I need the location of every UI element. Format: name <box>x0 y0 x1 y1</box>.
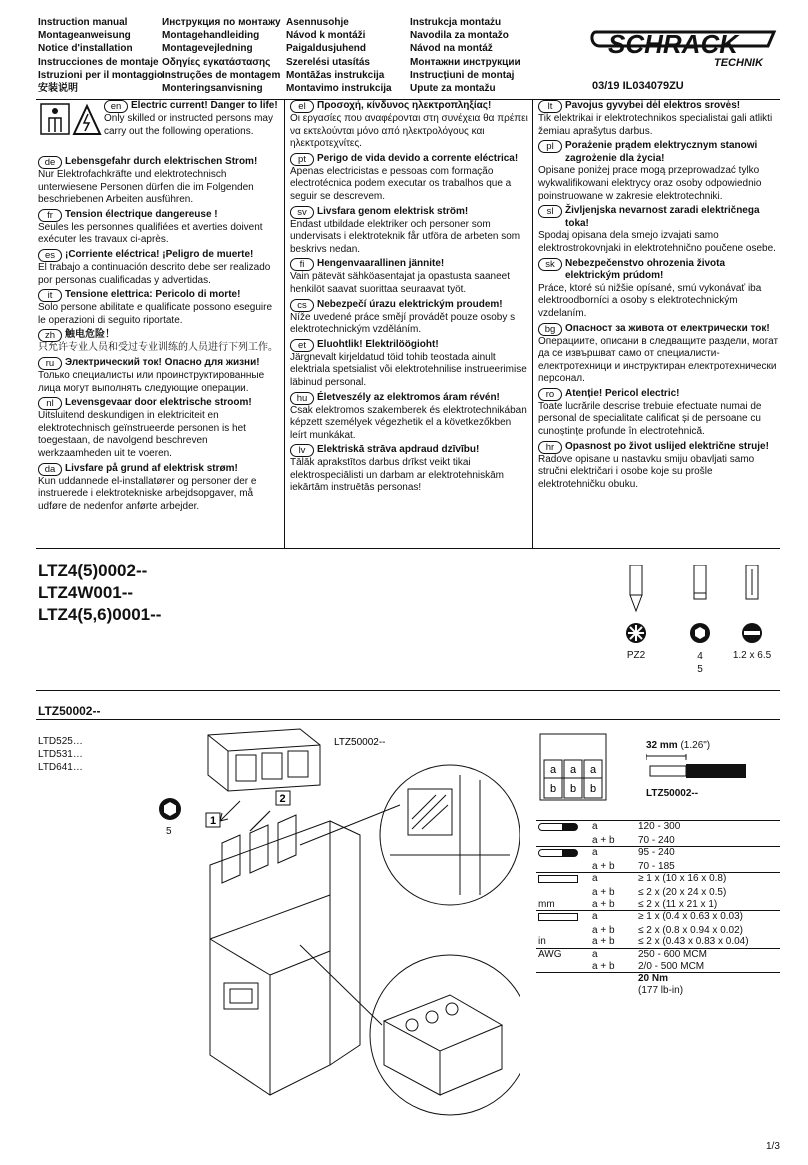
warning-bg <box>538 323 782 386</box>
header-title: Monteringsanvisning <box>162 83 263 95</box>
spec-row <box>536 973 780 985</box>
ltd-list <box>38 735 83 774</box>
spec-value: ≤ 2 x (0.8 x 0.94 x 0.02) <box>638 924 743 936</box>
spec-unit <box>536 821 590 835</box>
header-title: Notice d'installation <box>38 43 133 55</box>
spec-row <box>536 835 780 847</box>
spec-unit <box>536 925 590 937</box>
warning-text: Οι εργασίες που αναφέρονται στη συνέχεια θα πρέπει να εκτελούνται μόνο από ηλεκτρολόγους και ηλεκτροτεχνίτες. <box>290 113 528 150</box>
electric-hazard-icon <box>40 102 102 136</box>
warning-fr <box>38 209 280 247</box>
header-title: Инструкция по монтажу <box>162 17 281 28</box>
warning-text: El trabajo a continuación descrito debe ser realizado por personas cualificadas y advertidas. <box>38 261 271 286</box>
warning-text: Only skilled or instructed persons may carry out the following operations. <box>104 113 273 137</box>
spec-value: 250 - 600 MCM <box>636 948 780 960</box>
svg-text:a: a <box>590 764 597 776</box>
warnings-bottom-rule <box>36 548 780 549</box>
language-tag: lt <box>538 100 562 113</box>
warning-text: Opisane poniżej prace mogą przeprowadzać tylko wykwalifikowani elektrycy oraz osoby odpowiednio poinstruowane w zakresie elektrotechniki. <box>538 165 762 202</box>
spec-row <box>536 821 780 835</box>
spec-condition: a <box>590 948 636 960</box>
warning-title: Porażenie prądem elektrycznym stanowi zagrożenie dla życia! <box>565 140 758 164</box>
warning-lt <box>538 100 782 138</box>
warning-heading <box>38 156 280 169</box>
warning-heading <box>538 323 782 336</box>
warning-el <box>290 100 528 151</box>
ltd-item: LTD531… <box>38 749 83 760</box>
language-tag: sk <box>538 258 562 271</box>
warning-text: Spodaj opisana dela smejo izvajati samo elektrostrokovnjaki in elektrotehnično poučene osebe. <box>538 230 776 254</box>
language-tag: el <box>290 100 314 113</box>
header-title: Návod na montáž <box>410 43 493 55</box>
svg-text:SCHRACK: SCHRACK <box>608 29 738 59</box>
spec-row <box>536 925 780 937</box>
col-divider-2 <box>532 99 533 548</box>
warning-cs <box>290 299 528 337</box>
spec-value: 70 - 240 <box>638 834 675 846</box>
spec-value: ≤ 2 x (20 x 24 x 0.5) <box>638 886 727 898</box>
svg-text:a: a <box>570 764 577 776</box>
spec-condition: a <box>590 911 636 925</box>
warning-it <box>38 289 280 327</box>
spec-value: 70 - 185 <box>638 860 675 872</box>
warning-hr <box>538 441 782 492</box>
warning-title: Nebezpečí úrazu elektrickým proudem! <box>317 298 503 310</box>
warning-title: Življenjska nevarnost zaradi električnega toka! <box>565 205 760 229</box>
warning-nl <box>38 397 280 460</box>
svg-text:b: b <box>550 783 557 795</box>
warning-sl <box>538 205 782 255</box>
wire-ferrule-icon <box>538 823 578 831</box>
spec-unit: in <box>538 936 546 948</box>
spec-condition: a <box>590 873 636 887</box>
warning-title: Tension électrique dangereuse ! <box>65 208 218 220</box>
header-title: Návod k montáži <box>286 30 366 42</box>
warning-pt <box>290 153 528 204</box>
header-title: Instrucțiuni de montaj <box>410 69 515 81</box>
language-tag: pt <box>290 153 314 166</box>
warning-heading <box>290 392 528 405</box>
spec-row <box>536 899 780 911</box>
header-title: 安装说明 <box>38 83 78 95</box>
language-tag: et <box>290 339 314 352</box>
language-tag: hu <box>290 392 314 405</box>
spec-value: 95 - 240 <box>636 847 780 861</box>
svg-text:LTZ50002--: LTZ50002-- <box>334 737 386 748</box>
warning-heading <box>290 258 528 271</box>
warning-text: Seules les personnes qualifiées et averties doivent exécuter les travaux ci-après. <box>38 221 263 246</box>
language-tag: it <box>38 289 62 302</box>
warning-text: Järgnevalt kirjeldatud töid tohib teostada ainult elektriala spetsialist või elektrotehnilise instrueerimise läbinud personal. <box>290 351 527 388</box>
header-title: Οδηγίες εγκατάστασης <box>162 56 271 68</box>
warning-heading <box>104 100 280 113</box>
warning-ru <box>38 357 280 395</box>
tool-label-hex <box>675 650 725 676</box>
warning-title: Lebensgefahr durch elektrischen Strom! <box>65 156 258 167</box>
warning-et <box>290 339 528 390</box>
warning-title: 触电危险！ <box>65 329 115 341</box>
warning-title: Электрический ток! Опасно для жизни! <box>65 356 260 368</box>
warning-title: Perigo de vida devido a corrente eléctrica! <box>317 152 519 164</box>
warning-sv <box>290 206 528 257</box>
warning-heading <box>38 249 280 262</box>
flat-screwdriver-icon <box>742 565 762 645</box>
warning-text: Toate lucrările descrise trebuie efectuate numai de personal de specialitate calificat și de persoane cu cunoștințe profunde în electrotehnică. <box>538 400 762 438</box>
flat-conductor-icon <box>538 875 578 883</box>
strip-length-label: 32 mm (1.26") <box>646 740 711 751</box>
spec-unit <box>536 873 590 887</box>
warning-heading <box>538 388 782 401</box>
spec-row <box>536 948 780 960</box>
warning-heading <box>38 397 280 410</box>
wire-strip-icon <box>646 754 756 780</box>
header-col-2 <box>162 16 281 95</box>
header-title: Upute za montažu <box>410 83 496 95</box>
model-2: LTZ4W001-- <box>38 583 134 602</box>
svg-text:1: 1 <box>210 815 217 827</box>
warning-title: Опасност за живота от електрически ток! <box>565 322 770 334</box>
warning-title: Tensione elettrica: Pericolo di morte! <box>65 289 241 301</box>
header-title: Instrukcja montażu <box>410 17 502 28</box>
warning-text: Uitsluitend deskundigen in elektriciteit en elektrotechnisch geïnstrueerde personen is het toegestaan, de navolgend beschreven werkzaamheden uit te voeren. <box>38 410 246 459</box>
warning-text: Apenas electricistas e pessoas com formação electrotécnica podem executar os trabalhos que a seguir se descrevem. <box>290 165 512 202</box>
spec-value: 120 - 300 <box>636 821 780 835</box>
warning-title: Hengenvaarallinen jännite! <box>317 258 445 270</box>
svg-text:TECHNIK: TECHNIK <box>714 57 763 69</box>
warning-text: Níže uvedené práce smějí provádět pouze osoby s elektrotechnickým vzděláním. <box>290 311 516 336</box>
document-number: 03/19 IL034079ZU <box>592 80 684 92</box>
warning-ro <box>538 388 782 439</box>
spec-row <box>536 985 780 997</box>
warnings-column-1 <box>38 100 280 515</box>
model-3: LTZ4(5,6)0001-- <box>38 605 162 624</box>
warning-heading <box>290 299 528 312</box>
header-title: Montagehandleiding <box>162 30 260 42</box>
warning-heading <box>538 140 782 165</box>
spec-value: (177 lb-in) <box>638 984 684 996</box>
warning-heading <box>38 357 280 370</box>
spec-unit <box>536 861 590 873</box>
header-title: Szerelési utasítás <box>286 56 370 68</box>
warning-text: Nur Elektrofachkräfte und elektrotechnisch unterwiesene Personen dürfen die im Folgenden beschriebenen Arbeiten ausführen. <box>38 169 254 206</box>
header-title: Instruções de montagem <box>162 69 281 81</box>
warning-text: 只允许专业人员和受过专业训练的人员进行下列工作。 <box>38 342 278 354</box>
spec-condition: a + b <box>592 924 615 936</box>
language-tag: ro <box>538 388 562 401</box>
language-tag: fi <box>290 258 314 271</box>
language-tag: sl <box>538 205 562 218</box>
spec-condition: a + b <box>592 886 615 898</box>
language-tag: de <box>38 156 62 169</box>
warning-da <box>38 463 280 514</box>
spec-table <box>536 820 780 996</box>
spec-value: 2/0 - 500 MCM <box>638 960 705 972</box>
warning-text: Solo persone abilitate e qualificate possono eseguire le operazioni di seguito riportate. <box>38 302 273 326</box>
header-col-1 <box>38 16 163 95</box>
language-tag: pl <box>538 140 562 153</box>
warning-heading <box>290 444 528 457</box>
warning-title: Opasnost po život uslijed električne struje! <box>565 440 769 452</box>
language-tag: sv <box>290 206 314 219</box>
spec-row <box>536 936 780 948</box>
warning-heading <box>290 100 528 113</box>
language-tag: fr <box>38 209 62 222</box>
tool-label-flat: 1.2 x 6.5 <box>732 650 772 661</box>
header-title: Montavimo instrukcija <box>286 83 392 95</box>
language-tag: hr <box>538 441 562 454</box>
spec-condition <box>590 973 636 985</box>
spec-row <box>536 911 780 925</box>
warning-title: Nebezpečenstvo ohrozenia života elektrickým prúdom! <box>565 257 726 282</box>
spec-condition: a + b <box>592 898 615 910</box>
section-title-rule <box>36 719 780 720</box>
pozidriv-screwdriver-icon <box>626 565 646 645</box>
spec-row <box>536 861 780 873</box>
warning-heading <box>290 206 528 219</box>
warning-title: Levensgevaar door elektrische stroom! <box>65 397 252 409</box>
svg-text:b: b <box>570 783 577 795</box>
warning-title: Elektriskā strāva apdraud dzīvību! <box>317 444 480 456</box>
spec-row <box>536 873 780 887</box>
terminal-illustration <box>538 732 608 802</box>
warning-heading <box>38 209 280 222</box>
language-tag: da <box>38 463 62 476</box>
warning-text: Kun uddannede el-installatører og personer der e instruerede i elektrotekniske arbejdsopgaver, må udføre de nedenfor anførte arbejder. <box>38 475 257 512</box>
spec-value: ≤ 2 x (11 x 21 x 1) <box>638 898 718 910</box>
warning-es <box>38 249 280 287</box>
language-tag: cs <box>290 299 314 312</box>
warning-fi <box>290 258 528 296</box>
spec-value: ≥ 1 x (0.4 x 0.63 x 0.03) <box>636 911 780 925</box>
spec-unit <box>536 835 590 847</box>
warning-title: ¡Corriente eléctrica! ¡Peligro de muerte! <box>65 248 254 260</box>
warning-title: Livsfara genom elektrisk ström! <box>317 205 469 217</box>
warning-title: Livsfare på grund af elektrisk strøm! <box>65 462 238 474</box>
spec-unit <box>536 887 590 899</box>
spec-unit: mm <box>538 898 555 910</box>
language-tag: en <box>104 100 128 113</box>
warning-heading <box>38 289 280 302</box>
tool-label-hex-b: 5 <box>697 664 703 675</box>
spec-unit <box>536 961 590 973</box>
header-col-3 <box>286 16 392 95</box>
section-title: LTZ50002-- <box>38 704 101 718</box>
warning-heading <box>38 463 280 476</box>
header-title: Paigaldusjuhend <box>286 43 367 55</box>
warning-text: Vain pätevät sähköasentajat ja opastusta saaneet henkilöt saavat suorittaa seuraavat työt. <box>290 271 510 295</box>
warning-zh <box>38 329 280 355</box>
language-tag: bg <box>538 323 562 336</box>
header-title: Montagevejledning <box>162 43 253 55</box>
flat-conductor-icon <box>538 913 578 921</box>
header-title: Montāžas instrukcija <box>286 69 385 81</box>
language-tag: lv <box>290 444 314 457</box>
spec-condition: a + b <box>592 960 615 972</box>
warning-title: Electric current! Danger to life! <box>131 100 278 111</box>
warning-text: Только специалисты или проинструктированные лица могут выполнять следующие операции. <box>38 369 265 394</box>
spec-value: ≥ 1 x (10 x 16 x 0.8) <box>636 873 780 887</box>
warning-text: Tik elektrikai ir elektrotechnikos specialistai gali atlikti žemiau aprašytus darbus. <box>538 113 773 137</box>
header-title: Montageanweisung <box>38 30 131 42</box>
spec-condition: a <box>590 821 636 835</box>
tool-label-pz: PZ2 <box>626 650 646 661</box>
mounting-illustration <box>150 725 520 1135</box>
spec-unit <box>536 911 590 925</box>
header-title: Navodila za montažo <box>410 30 509 42</box>
warning-text: Tālāk aprakstītos darbus drīkst veikt tikai elektrospeciālisti un darbam ar elektrotehniskām iekārtām instruētās personas! <box>290 457 504 494</box>
spec-unit: AWG <box>536 948 590 960</box>
language-tag: ru <box>38 357 62 370</box>
warning-heading <box>538 100 782 113</box>
header-title: Istruzioni per il montaggio <box>38 69 163 81</box>
hex-size-label: 5 <box>166 826 172 837</box>
spec-unit <box>536 985 590 997</box>
schrack-logo <box>588 26 783 72</box>
warning-text: Операциите, описани в следващите раздели, могат да се извършват само от специалисти-електротехници и инструктиран електротехнически персонал. <box>538 335 779 385</box>
warning-title: Életveszély az elektromos áram révén! <box>317 391 500 403</box>
warning-title: Eluohtlik! Elektrilöögioht! <box>317 338 439 350</box>
warning-text: Csak elektromos szakemberek és elektrotechnikában képzett személyek végezhetik el a következőkben leírt munkákat. <box>290 404 527 441</box>
warning-pl <box>538 140 782 203</box>
model-1: LTZ4(5)0002-- <box>38 561 148 580</box>
warning-heading <box>38 329 280 342</box>
warnings-column-3 <box>538 100 782 493</box>
warning-text: Práce, ktoré sú nižšie opísané, smú vykonávať iba elektroodborníci a osoby s elektrotechnickým vzdelaním. <box>538 282 762 319</box>
language-tag: nl <box>38 397 62 410</box>
page-number: 1/3 <box>766 1141 780 1152</box>
model-list <box>38 560 161 626</box>
svg-text:a: a <box>550 764 557 776</box>
spec-value: 20 Nm <box>636 973 780 985</box>
warnings-column-2 <box>290 100 528 497</box>
warning-heading <box>538 205 782 230</box>
header-title: Монтажни инструкции <box>410 56 521 68</box>
warning-de <box>38 156 280 207</box>
warning-sk <box>538 258 782 321</box>
col-divider-1 <box>284 99 285 548</box>
spec-condition: a + b <box>592 860 615 872</box>
spec-condition <box>590 985 636 997</box>
wire-ferrule-icon <box>538 849 578 857</box>
warning-hu <box>290 392 528 443</box>
warning-text: Endast utbildade elektriker och personer som undervisats i elektroteknik får utföra de arbeten som beskrivs nedan. <box>290 218 521 255</box>
warning-title: Προσοχή, κίνδυνος ηλεκτροπληξίας! <box>317 100 492 111</box>
spec-value: ≤ 2 x (0.43 x 0.83 x 0.04) <box>638 936 749 948</box>
warning-title: Atenție! Pericol electric! <box>565 387 680 399</box>
ltd-item: LTD525… <box>38 736 83 747</box>
strip-model: LTZ50002-- <box>646 788 699 799</box>
spec-row <box>536 847 780 861</box>
ltd-item: LTD641… <box>38 762 83 773</box>
svg-text:2: 2 <box>279 793 286 805</box>
header-title: Instrucciones de montaje <box>38 56 159 68</box>
hex-key-icon <box>690 565 710 645</box>
warning-heading <box>290 153 528 166</box>
warning-en <box>38 100 280 154</box>
strip-length <box>646 740 766 800</box>
header-col-4 <box>410 16 521 95</box>
warning-title: Pavojus gyvybei dėl elektros srovės! <box>565 100 741 111</box>
spec-condition: a + b <box>592 936 615 948</box>
spec-condition: a + b <box>592 834 615 846</box>
language-tag: zh <box>38 329 62 342</box>
spec-row <box>536 961 780 973</box>
header-title: Instruction manual <box>38 17 128 28</box>
warning-text: Radove opisane u nastavku smiju obavljati samo stručni električari i osobe koje su prošle elektrotehničku obuku. <box>538 453 755 490</box>
header-title: Asennusohje <box>286 17 349 28</box>
spec-condition: a <box>590 847 636 861</box>
warning-lv <box>290 444 528 495</box>
warning-heading <box>538 258 782 283</box>
section-rule <box>36 690 780 691</box>
svg-text:b: b <box>590 783 597 795</box>
warning-heading <box>290 339 528 352</box>
spec-unit <box>536 973 590 985</box>
tool-label-hex-a: 4 <box>697 651 703 662</box>
warning-heading <box>538 441 782 454</box>
spec-row <box>536 887 780 899</box>
language-tag: es <box>38 249 62 262</box>
spec-unit <box>536 847 590 861</box>
